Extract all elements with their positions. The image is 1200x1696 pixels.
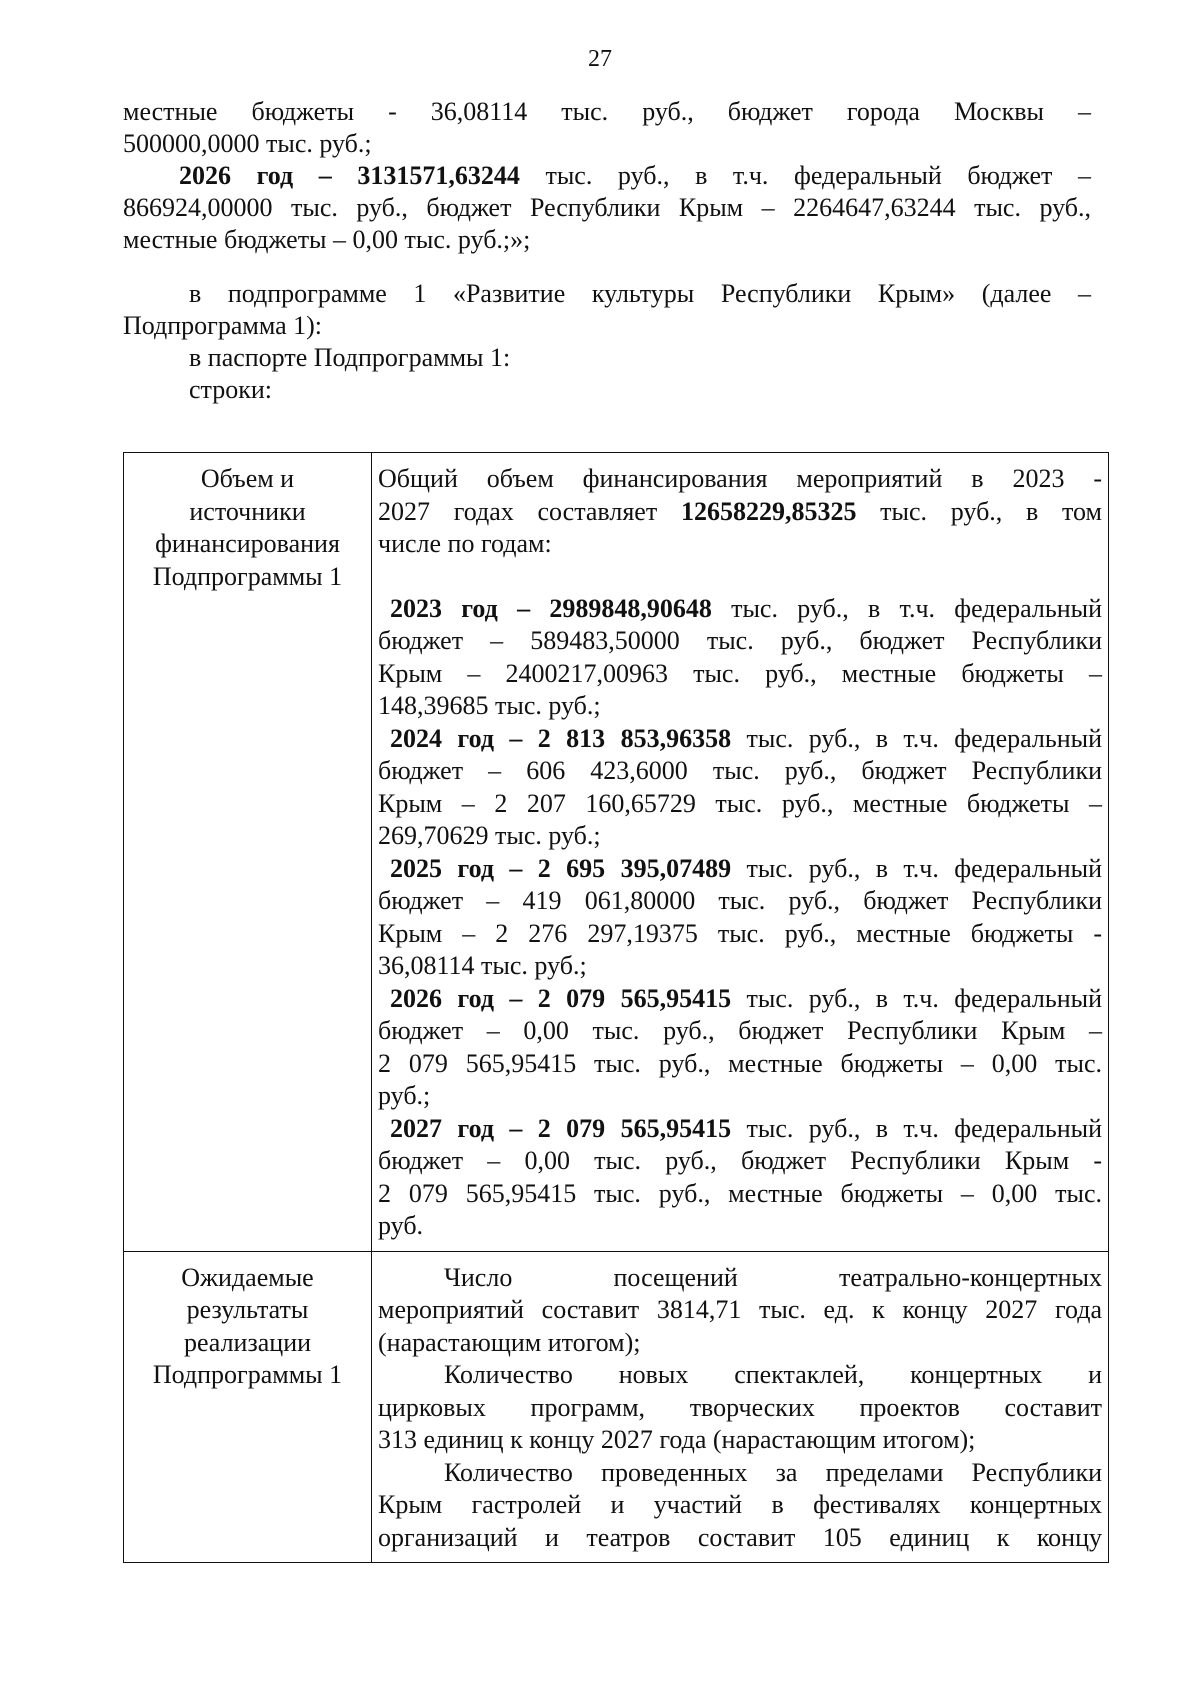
year-2023-total: 2023 год – 2989848,90648 xyxy=(390,593,712,623)
results-label-line: Ожидаемые xyxy=(181,1262,314,1292)
result-1-line: (нарастающим итогом); xyxy=(378,1327,641,1357)
year-2023-line: 148,39685 тыс. руб.; xyxy=(378,691,601,720)
subprogram-line-2: Подпрограмма 1): xyxy=(123,311,323,340)
results-label-line: результаты xyxy=(186,1295,309,1324)
year-2025-line: 36,08114 тыс. руб.; xyxy=(378,951,587,980)
year-2024-total: 2024 год – 2 813 853,96358 xyxy=(390,723,732,753)
year-2027-total: 2027 год – 2 079 565,95415 xyxy=(390,1113,732,1143)
financing-label-line: источники xyxy=(189,496,306,526)
year-2024-line: Крым – 2 207 160,65729 тыс. руб., местные бюджеты – xyxy=(378,788,1102,818)
intro-line-4: 866924,00000 тыс. руб., бюджет Республики Крым – 2264647,63244 тыс. руб., xyxy=(123,193,1091,222)
result-2-line: Количество новых спектаклей, концертных и xyxy=(444,1360,1102,1389)
intro-line-5: местные бюджеты – 0,00 тыс. руб.;»; xyxy=(123,225,531,254)
year-2026-total-cell: 2026 год – 2 079 565,95415 xyxy=(390,983,732,1013)
financing-total-post: тыс. руб., в том xyxy=(856,496,1102,526)
result-2-line: цирковых программ, творческих проектов составит xyxy=(378,1392,1102,1422)
year-2025-line xyxy=(378,853,1102,886)
financing-total-pre: 2027 годах составляет xyxy=(378,496,681,526)
year-2023-line: бюджет – 589483,50000 тыс. руб., бюджет Республики xyxy=(378,626,1102,655)
year-2027-line: 2 079 565,95415 тыс. руб., местные бюджеты – 0,00 тыс. xyxy=(378,1178,1102,1208)
year-2026-line: 2 079 565,95415 тыс. руб., местные бюджеты – 0,00 тыс. xyxy=(378,1048,1102,1078)
financing-label-line: Объем и xyxy=(200,464,295,493)
intro-line-2: 500000,0000 тыс. руб.; xyxy=(123,129,372,158)
result-1-line: Число посещений театрально-концертных xyxy=(444,1262,1102,1292)
year-2027-rest: тыс. руб., в т.ч. федеральный xyxy=(731,1113,1103,1143)
results-label-cell xyxy=(124,1251,372,1563)
subprogram-paragraph xyxy=(123,278,1091,406)
financing-intro-line: Общий объем финансирования мероприятий в 2023 - xyxy=(378,464,1102,493)
table-row-financing xyxy=(124,453,1109,1252)
year-2024-line: бюджет – 606 423,6000 тыс. руб., бюджет Республики xyxy=(378,756,1102,785)
year-2026-line xyxy=(378,983,1102,1016)
year-2027-line: бюджет – 0,00 тыс. руб., бюджет Республики Крым - xyxy=(378,1146,1102,1175)
page-number: 27 xyxy=(588,46,612,72)
year-2023-rest: тыс. руб., в т.ч. федеральный xyxy=(711,593,1103,623)
year-2026-line: руб.; xyxy=(378,1081,431,1110)
intro-line-1: местные бюджеты - 36,08114 тыс. руб., бюджет города Москвы – xyxy=(123,97,1091,126)
year-2027-line: руб. xyxy=(378,1211,424,1240)
year-2027-line xyxy=(378,1113,1102,1146)
result-2-line: 313 единиц к концу 2027 года (нарастающим итогом); xyxy=(378,1425,976,1454)
year-2026-rest-cell: тыс. руб., в т.ч. федеральный xyxy=(731,983,1103,1013)
financing-total-value: 12658229,85325 xyxy=(680,496,857,526)
year-2024-line: 269,70629 тыс. руб.; xyxy=(378,821,601,850)
results-value-cell xyxy=(372,1251,1109,1563)
financing-label-line: финансирования xyxy=(155,529,340,558)
year-2025-line: бюджет – 419 061,80000 тыс. руб., бюджет Республики xyxy=(378,886,1102,915)
results-label-line: Подпрограммы 1 xyxy=(152,1360,343,1389)
intro-paragraph xyxy=(123,96,1091,256)
year-2026-rest: тыс. руб., в т.ч. федеральный бюджет – xyxy=(519,161,1092,190)
subprogram-line-1: в подпрограмме 1 «Развитие культуры Республики Крым» (далее – xyxy=(189,279,1091,308)
results-label-line: реализации xyxy=(183,1327,312,1357)
subprogram-line-3: в паспорте Подпрограммы 1: xyxy=(189,343,511,372)
year-2025-rest: тыс. руб., в т.ч. федеральный xyxy=(731,853,1103,883)
financing-total-line xyxy=(378,496,1102,529)
year-2023-line xyxy=(378,593,1102,626)
result-3-line: организаций и театров составит 105 единиц к концу xyxy=(378,1522,1102,1552)
year-2025-line: Крым – 2 276 297,19375 тыс. руб., местные бюджеты - xyxy=(378,918,1102,948)
passport-table xyxy=(123,452,1109,1563)
result-1-line: мероприятий составит 3814,71 тыс. ед. к концу 2027 года xyxy=(378,1295,1102,1324)
financing-label-cell xyxy=(124,453,372,1252)
result-3-line: Количество проведенных за пределами Республики xyxy=(444,1457,1102,1487)
table-row-results xyxy=(124,1251,1109,1563)
year-2024-rest: тыс. руб., в т.ч. федеральный xyxy=(731,723,1103,753)
financing-value-cell xyxy=(372,453,1109,1252)
year-2024-line xyxy=(378,723,1102,756)
result-3-line: Крым гастролей и участий в фестивалях концертных xyxy=(378,1490,1102,1519)
financing-intro-line: числе по годам: xyxy=(378,529,552,558)
year-2025-total: 2025 год – 2 695 395,07489 xyxy=(390,853,732,883)
subprogram-line-4: строки: xyxy=(189,375,272,404)
financing-label-line: Подпрограммы 1 xyxy=(152,561,343,591)
intro-line-2026 xyxy=(123,160,1091,192)
year-2026-total: 2026 год – 3131571,63244 xyxy=(179,161,520,190)
year-2023-line: Крым – 2400217,00963 тыс. руб., местные бюджеты – xyxy=(378,658,1102,688)
year-2026-line: бюджет – 0,00 тыс. руб., бюджет Республики Крым – xyxy=(378,1016,1102,1045)
